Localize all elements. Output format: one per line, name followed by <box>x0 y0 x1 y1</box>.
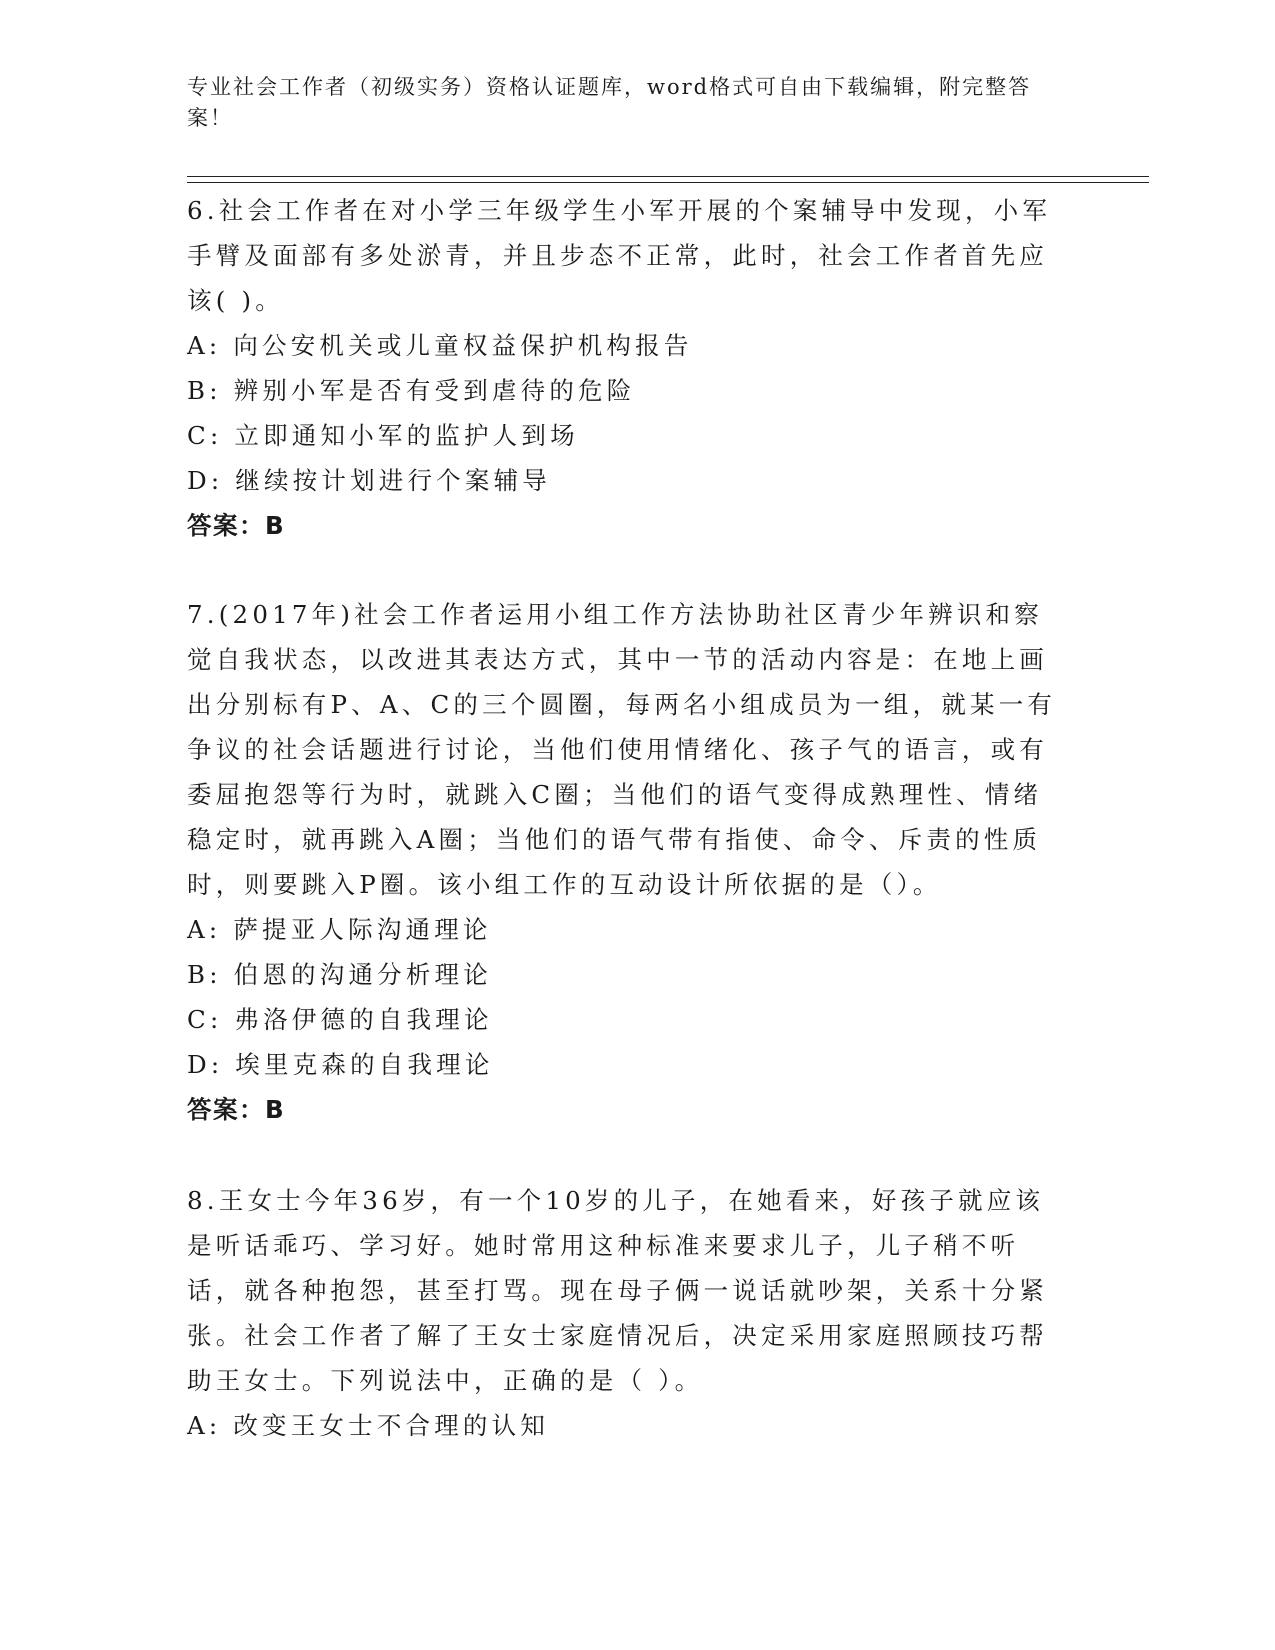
question-stem: 8.王女士今年36岁，有一个10岁的儿子，在她看来，好孩子就应该是听话乖巧、学习好。她时常用这种标准来要求儿子，儿子稍不听话，就各种抱怨，甚至打骂。现在母子俩一说话就吵架，关系十分紧张。社会工作者了解了王女士家庭情况后，决定采用家庭照顾技巧帮助王女士。下列说法中，正确的是（ ）。 <box>187 1186 1048 1395</box>
option-d: D: 埃里克森的自我理论 <box>187 1050 494 1079</box>
option-a: A: 改变王女士不合理的认知 <box>187 1411 550 1440</box>
question-stem: 6.社会工作者在对小学三年级学生小军开展的个案辅导中发现，小军手臂及面部有多处淤青，并且步态不正常，此时，社会工作者首先应该( )。 <box>187 196 1052 315</box>
option-a: A: 萨提亚人际沟通理论 <box>187 915 492 944</box>
question-8 <box>187 1178 1057 1448</box>
document-header: 专业社会工作者（初级实务）资格认证题库，word格式可自由下载编辑，附完整答案！ <box>187 75 1032 130</box>
header-divider-bottom <box>187 182 1149 183</box>
option-d: D: 继续按计划进行个案辅导 <box>187 466 551 495</box>
option-b: B: 伯恩的沟通分析理论 <box>187 960 492 989</box>
question-7 <box>187 592 1057 1132</box>
question-6 <box>187 188 1057 548</box>
question-stem: 7.(2017年)社会工作者运用小组工作方法协助社区青少年辨识和察觉自我状态，以改进其表达方式，其中一节的活动内容是：在地上画出分别标有P、A、C的三个圆圈，每两名小组成员为一组，就某一有争议的社会话题进行讨论，当他们使用情绪化、孩子气的语言，或有委屈抱怨等行为时，就跳入C圈；当他们的语气变得成熟理性、情绪稳定时，就再跳入A圈；当他们的语气带有指使、命令、斥责的性质时，则要跳入P圈。该小组工作的互动设计所依据的是（）。 <box>187 600 1057 899</box>
option-a: A: 向公安机关或儿童权益保护机构报告 <box>187 331 693 360</box>
option-c: C: 弗洛伊德的自我理论 <box>187 1005 493 1034</box>
option-b: B: 辨别小军是否有受到虐待的危险 <box>187 376 636 405</box>
answer: 答案：B <box>187 1095 286 1124</box>
option-c: C: 立即通知小军的监护人到场 <box>187 421 579 450</box>
answer: 答案：B <box>187 511 286 540</box>
header-divider-top <box>187 176 1149 177</box>
